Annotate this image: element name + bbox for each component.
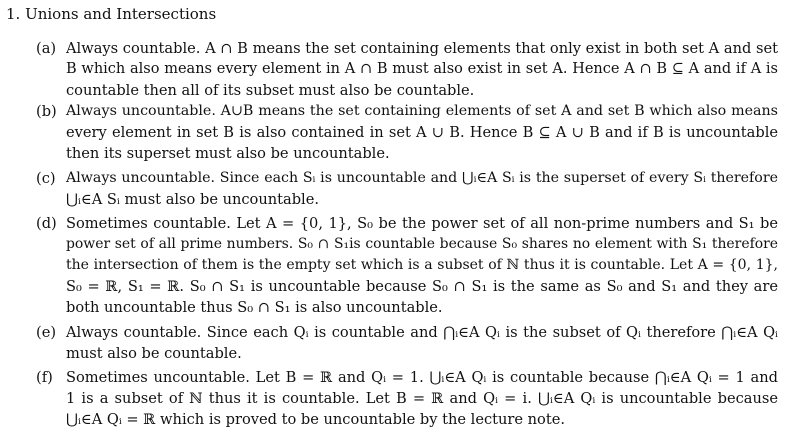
answer-line: every element in set B is also contained in set A ∪ B. Hence B ⊆ A ∪ B and if B is uncountable (66, 124, 778, 141)
section-heading: 1. Unions and Intersections (6, 5, 217, 23)
answer-line: Always countable. Since each Qᵢ is countable and ⋂ᵢ∈A Qᵢ is the subset of Qᵢ therefore ⋂ᵢ∈A Qᵢ (66, 324, 778, 341)
answer-line: S₀ = ℝ, S₁ = ℝ. S₀ ∩ S₁ is uncountable because S₀ ∩ S₁ is the same as S₀ and S₁ and they are (66, 278, 778, 295)
item-label: (d) (36, 215, 57, 232)
answer-line: Always countable. A ∩ B means the set containing elements that only exist in both set A and set (66, 40, 778, 57)
answer-line: then its superset must also be uncountable. (66, 145, 390, 162)
answer-line: Always uncountable. Since each Sᵢ is uncountable and ⋃ᵢ∈A Sᵢ is the superset of every Sᵢ therefore (66, 170, 778, 186)
answer-line: the intersection of them is the empty set which is a subset of ℕ thus it is countable. Let A = {0, 1}, (66, 257, 778, 273)
answer-line: must also be countable. (66, 345, 242, 362)
answer-line: countable then all of its subset must also be countable. (66, 82, 475, 99)
answer-line: ⋃ᵢ∈A Sᵢ must also be uncountable. (66, 191, 319, 208)
answer-line: ⋃ᵢ∈A Qᵢ = ℝ which is proved to be uncountable by the lecture note. (66, 411, 565, 428)
answer-line: power set of all prime numbers. S₀ ∩ S₁is countable because S₀ shares no element with S₁ therefore (66, 236, 778, 252)
answer-line: B which also means every element in A ∩ B must also exist in set A. Hence A ∩ B ⊆ A and if A is (66, 61, 778, 77)
item-label: (a) (36, 40, 57, 57)
answer-line: 1 is a subset of ℕ thus it is countable. Let B = ℝ and Qᵢ = i. ⋃ᵢ∈A Qᵢ is uncountable because (66, 390, 778, 407)
item-label: (f) (36, 369, 53, 386)
item-label: (e) (36, 324, 57, 341)
answer-line: Sometimes countable. Let A = {0, 1}, S₀ be the power set of all non-prime numbers and S₁ be (66, 215, 778, 232)
item-label: (b) (36, 103, 57, 120)
answer-line: Sometimes uncountable. Let B = ℝ and Qᵢ = 1. ⋃ᵢ∈A Qᵢ is countable because ⋂ᵢ∈A Qᵢ = 1 and (66, 369, 778, 386)
answer-line: Always uncountable. A∪B means the set containing elements of set A and set B which also means (66, 103, 778, 119)
item-label: (c) (36, 170, 56, 187)
answer-line: both uncountable thus S₀ ∩ S₁ is also uncountable. (66, 299, 443, 316)
